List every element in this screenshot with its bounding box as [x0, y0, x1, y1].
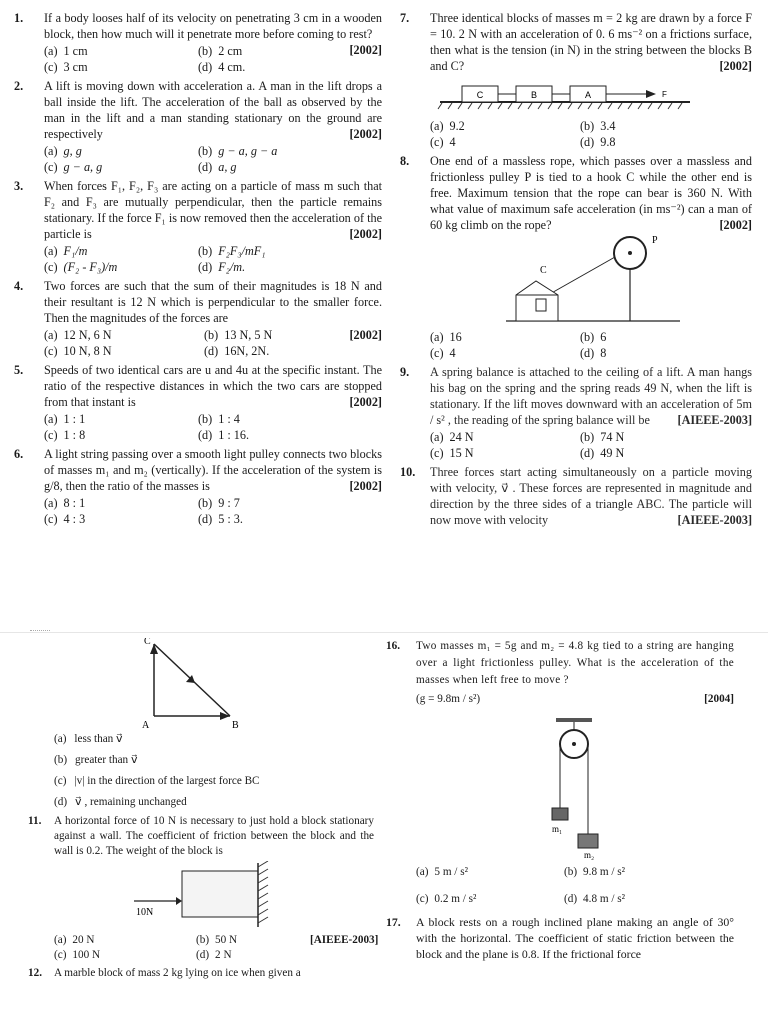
option-b: (b) 3.4 [580, 119, 616, 133]
question-number: 11. [28, 815, 42, 827]
question-text: Speeds of two identical cars are u and 4u at the specific instant. The ratio of the respective distances in which the two cars are stopped from that instant is [2002] [44, 363, 382, 409]
option-d: (d) 8 [580, 346, 607, 360]
option-c: (c) 100 N [54, 949, 101, 961]
option-d: (d) 9.8 [580, 135, 616, 149]
option-b: (b) greater than v⃗ [54, 754, 138, 766]
blocks-figure [430, 76, 750, 116]
option-a: (a) g, g [44, 144, 82, 158]
question-10 [400, 464, 752, 528]
option-c: (c) 10 N, 8 N [44, 344, 112, 358]
atwood-figure [416, 710, 734, 860]
question-number: 12. [28, 967, 42, 979]
left-top-column [14, 10, 382, 530]
question-number: 17. [386, 915, 401, 929]
option-d: (d) F₂/m. [198, 260, 246, 274]
question-number: 8. [400, 154, 410, 168]
option-b: (b) 2 cm [198, 44, 243, 58]
wall-block-figure [54, 861, 374, 931]
option-a: (a) 24 N [430, 430, 474, 444]
year-tag: [2002] [719, 218, 752, 232]
label-p: P [652, 235, 658, 246]
option-d: (d) 49 N [580, 446, 625, 460]
option-c: (c) |v| in the direction of the largest force BC [54, 775, 260, 787]
year-tag: [AIEEE-2003] [677, 413, 752, 427]
mass-m1 [552, 808, 568, 820]
year-tag: [2002] [349, 328, 382, 342]
question-11 [28, 814, 379, 963]
year-tag: [2002] [349, 479, 382, 493]
label-m2: m₂ [584, 850, 595, 860]
year-tag: [2002] [349, 227, 382, 241]
options [44, 327, 382, 359]
block [182, 871, 258, 917]
question-number: 5. [14, 363, 24, 377]
question-text: A marble block of mass 2 kg lying on ice when given a [54, 967, 301, 979]
option-d: (d) a, g [198, 160, 237, 174]
question-2 [14, 78, 382, 175]
question-number: 16. [386, 640, 400, 652]
option-b: (b) 50 N [196, 934, 238, 946]
option-a: (a) 12 N, 6 N [44, 328, 112, 342]
question-3 [14, 178, 382, 275]
vertex-a: A [142, 720, 150, 730]
question-text: When forces F₁, F₂, F₃ are acting on a particle of mass m such that F₂ and F₃ are mutually perpendicular, then the particle remains stationary. If the force F₁ is now removed then the acceleration of the particle is [2002] [44, 179, 382, 241]
option-d: (d) 4.8 m / s² [564, 893, 625, 905]
question-text: Three identical blocks of masses m = 2 kg are drawn by a force F = 10. 2 N with an acceleration of 0. 6 ms⁻² on a frictions surface, then what is the tension (in N) in the string between the blocks B and C? [2002] [430, 11, 752, 73]
given: (g = 9.8m / s²) [2004] [416, 691, 734, 708]
year-tag: [2002] [349, 395, 382, 409]
question-12 [28, 966, 374, 981]
option-c: (c) 0.2 m / s² [416, 893, 477, 905]
option-a: (a) less than v⃗ [54, 733, 123, 745]
option-a: (a) 16 [430, 330, 462, 344]
section-divider [0, 632, 768, 633]
vertex-b: B [232, 720, 239, 730]
dotted-mark [30, 630, 50, 631]
year-tag: [AIEEE-2003] [310, 934, 379, 946]
question-7 [400, 10, 752, 150]
year-tag: [2002] [349, 127, 382, 141]
question-6 [14, 446, 382, 527]
question-text: A block rests on a rough inclined plane making an angle of 30° with the horizontal. The coefficient of static friction between the block and the plane is 0.8. If the frictional force [416, 915, 734, 961]
option-b: (b) 74 N [580, 430, 625, 444]
vertex-c: C [144, 638, 151, 647]
label-a: A [584, 90, 592, 100]
options [430, 329, 752, 361]
option-a: (a) 1 : 1 [44, 412, 86, 426]
year-tag: [2004] [704, 693, 734, 705]
option-c: (c) 3 cm [44, 60, 88, 74]
options [54, 933, 379, 963]
pulley-figure [430, 235, 750, 327]
year-tag: [2002] [349, 43, 382, 57]
question-number: 10. [400, 465, 416, 479]
force-label: 10N [136, 907, 154, 918]
option-c: (c) 4 [430, 346, 456, 360]
option-c: (c) (F₂ - F₃)/m [44, 260, 118, 274]
option-d: (d) 5 : 3. [198, 512, 243, 526]
year-tag: [2002] [719, 59, 752, 73]
question-number: 1. [14, 11, 24, 25]
option-c: (c) 4 [430, 135, 456, 149]
option-b: (b) g − a, g − a [198, 144, 278, 158]
label-m1: m₁ [552, 824, 563, 834]
option-b: (b) 1 : 4 [198, 412, 240, 426]
option-c: (c) g − a, g [44, 160, 103, 174]
question-17 [386, 914, 734, 962]
question-number: 7. [400, 11, 410, 25]
label-b: B [530, 90, 538, 100]
question-8 [400, 153, 752, 361]
question-number: 9. [400, 365, 410, 379]
question-number: 3. [14, 179, 24, 193]
question-text: Three forces start acting simultaneously on a particle moving with velocity, v⃗ . These forces are represented in magnitude and direction by the three sides of a triangle ABC. The particle will now move with velocity [AIEEE-2003] [430, 465, 752, 527]
right-top-column [400, 10, 752, 531]
question-text: Two masses m₁ = 5g and m₂ = 4.8 kg tied to a string are hanging over a light frictionless pulley. What is the acceleration of the masses when left free to move ? [416, 640, 734, 686]
year-tag: [AIEEE-2003] [677, 513, 752, 527]
option-a: (a) 20 N [54, 934, 95, 946]
options [416, 864, 734, 908]
option-a: (a) 8 : 1 [44, 496, 86, 510]
question-text: A light string passing over a smooth light pulley connects two blocks of masses m₁ and m₂ (vertically). If the acceleration of the system is g/8, then the ratio of the masses is [2002] [44, 447, 382, 493]
left-bottom-column [28, 636, 379, 984]
option-d: (d) v⃗ , remaining unchanged [54, 796, 187, 808]
option-b: (b) F₂F₃/mF₁ [198, 244, 266, 258]
question-text: A horizontal force of 10 N is necessary to just hold a block stationary against a wall. The coefficient of friction between the block and the wall is 0.2. The weight of the block is [54, 815, 374, 857]
options [44, 43, 344, 75]
options [44, 243, 382, 275]
question-16 [386, 638, 734, 908]
label-c: C [476, 90, 484, 100]
option-b: (b) 6 [580, 330, 607, 344]
option-a: (a) 9.2 [430, 119, 465, 133]
question-5 [14, 362, 382, 443]
option-d: (d) 1 : 16. [198, 428, 250, 442]
question-1 [14, 10, 382, 75]
option-c: (c) 1 : 8 [44, 428, 86, 442]
options [44, 143, 382, 175]
options [44, 411, 382, 443]
option-a: (a) 1 cm [44, 44, 88, 58]
mass-m2 [578, 834, 598, 848]
option-d: (d) 4 cm. [198, 60, 246, 74]
options [44, 495, 382, 527]
question-text: One end of a massless rope, which passes over a massless and frictionless pulley P is tied to a hook C while the other end is free. Maximum tension that the rope can bear is 360 N. With what value of maximum safe acceleration (in ms⁻²) can a man of 60 kg climb on the rope? [2002] [430, 154, 752, 232]
q10-options [54, 732, 374, 810]
option-a: (a) 5 m / s² [416, 866, 468, 878]
triangle-figure [140, 638, 340, 730]
question-4 [14, 278, 382, 359]
option-b: (b) 9 : 7 [198, 496, 240, 510]
question-text: A spring balance is attached to the ceiling of a lift. A man hangs his bag on the spring and the spring reads 49 N, when the lift is stationary. If the lift moves downward with an acceleration of 5m / s² , the reading of the spring balance will be [AIEEE-2003] [430, 365, 752, 427]
label-f: F [662, 90, 667, 99]
options [430, 429, 752, 461]
option-c: (c) 4 : 3 [44, 512, 86, 526]
option-d: (d) 2 N [196, 949, 232, 961]
options [430, 118, 752, 150]
question-number: 4. [14, 279, 24, 293]
option-b: (b) 13 N, 5 N [204, 328, 273, 342]
question-9 [400, 364, 752, 461]
label-c: C [540, 265, 547, 276]
right-bottom-column [386, 638, 734, 965]
question-text: If a body looses half of its velocity on penetrating 3 cm in a wooden block, then how much will it penetrate more before coming to rest? [2002] [44, 11, 382, 57]
question-text: A lift is moving down with acceleration a. A man in the lift drops a ball inside the lift. The acceleration of the ball as observed by the man in the lift and a man standing stationary on the ground are respectively [2002] [44, 79, 382, 141]
question-number: 6. [14, 447, 24, 461]
option-a: (a) F₁/m [44, 244, 88, 258]
question-text: Two forces are such that the sum of their magnitudes is 18 N and their resultant is 12 N which is perpendicular to the smaller force. Then the magnitudes of the forces are [44, 279, 382, 325]
option-b: (b) 9.8 m / s² [564, 866, 625, 878]
option-c: (c) 15 N [430, 446, 474, 460]
question-number: 2. [14, 79, 24, 93]
option-d: (d) 16N, 2N. [204, 344, 270, 358]
